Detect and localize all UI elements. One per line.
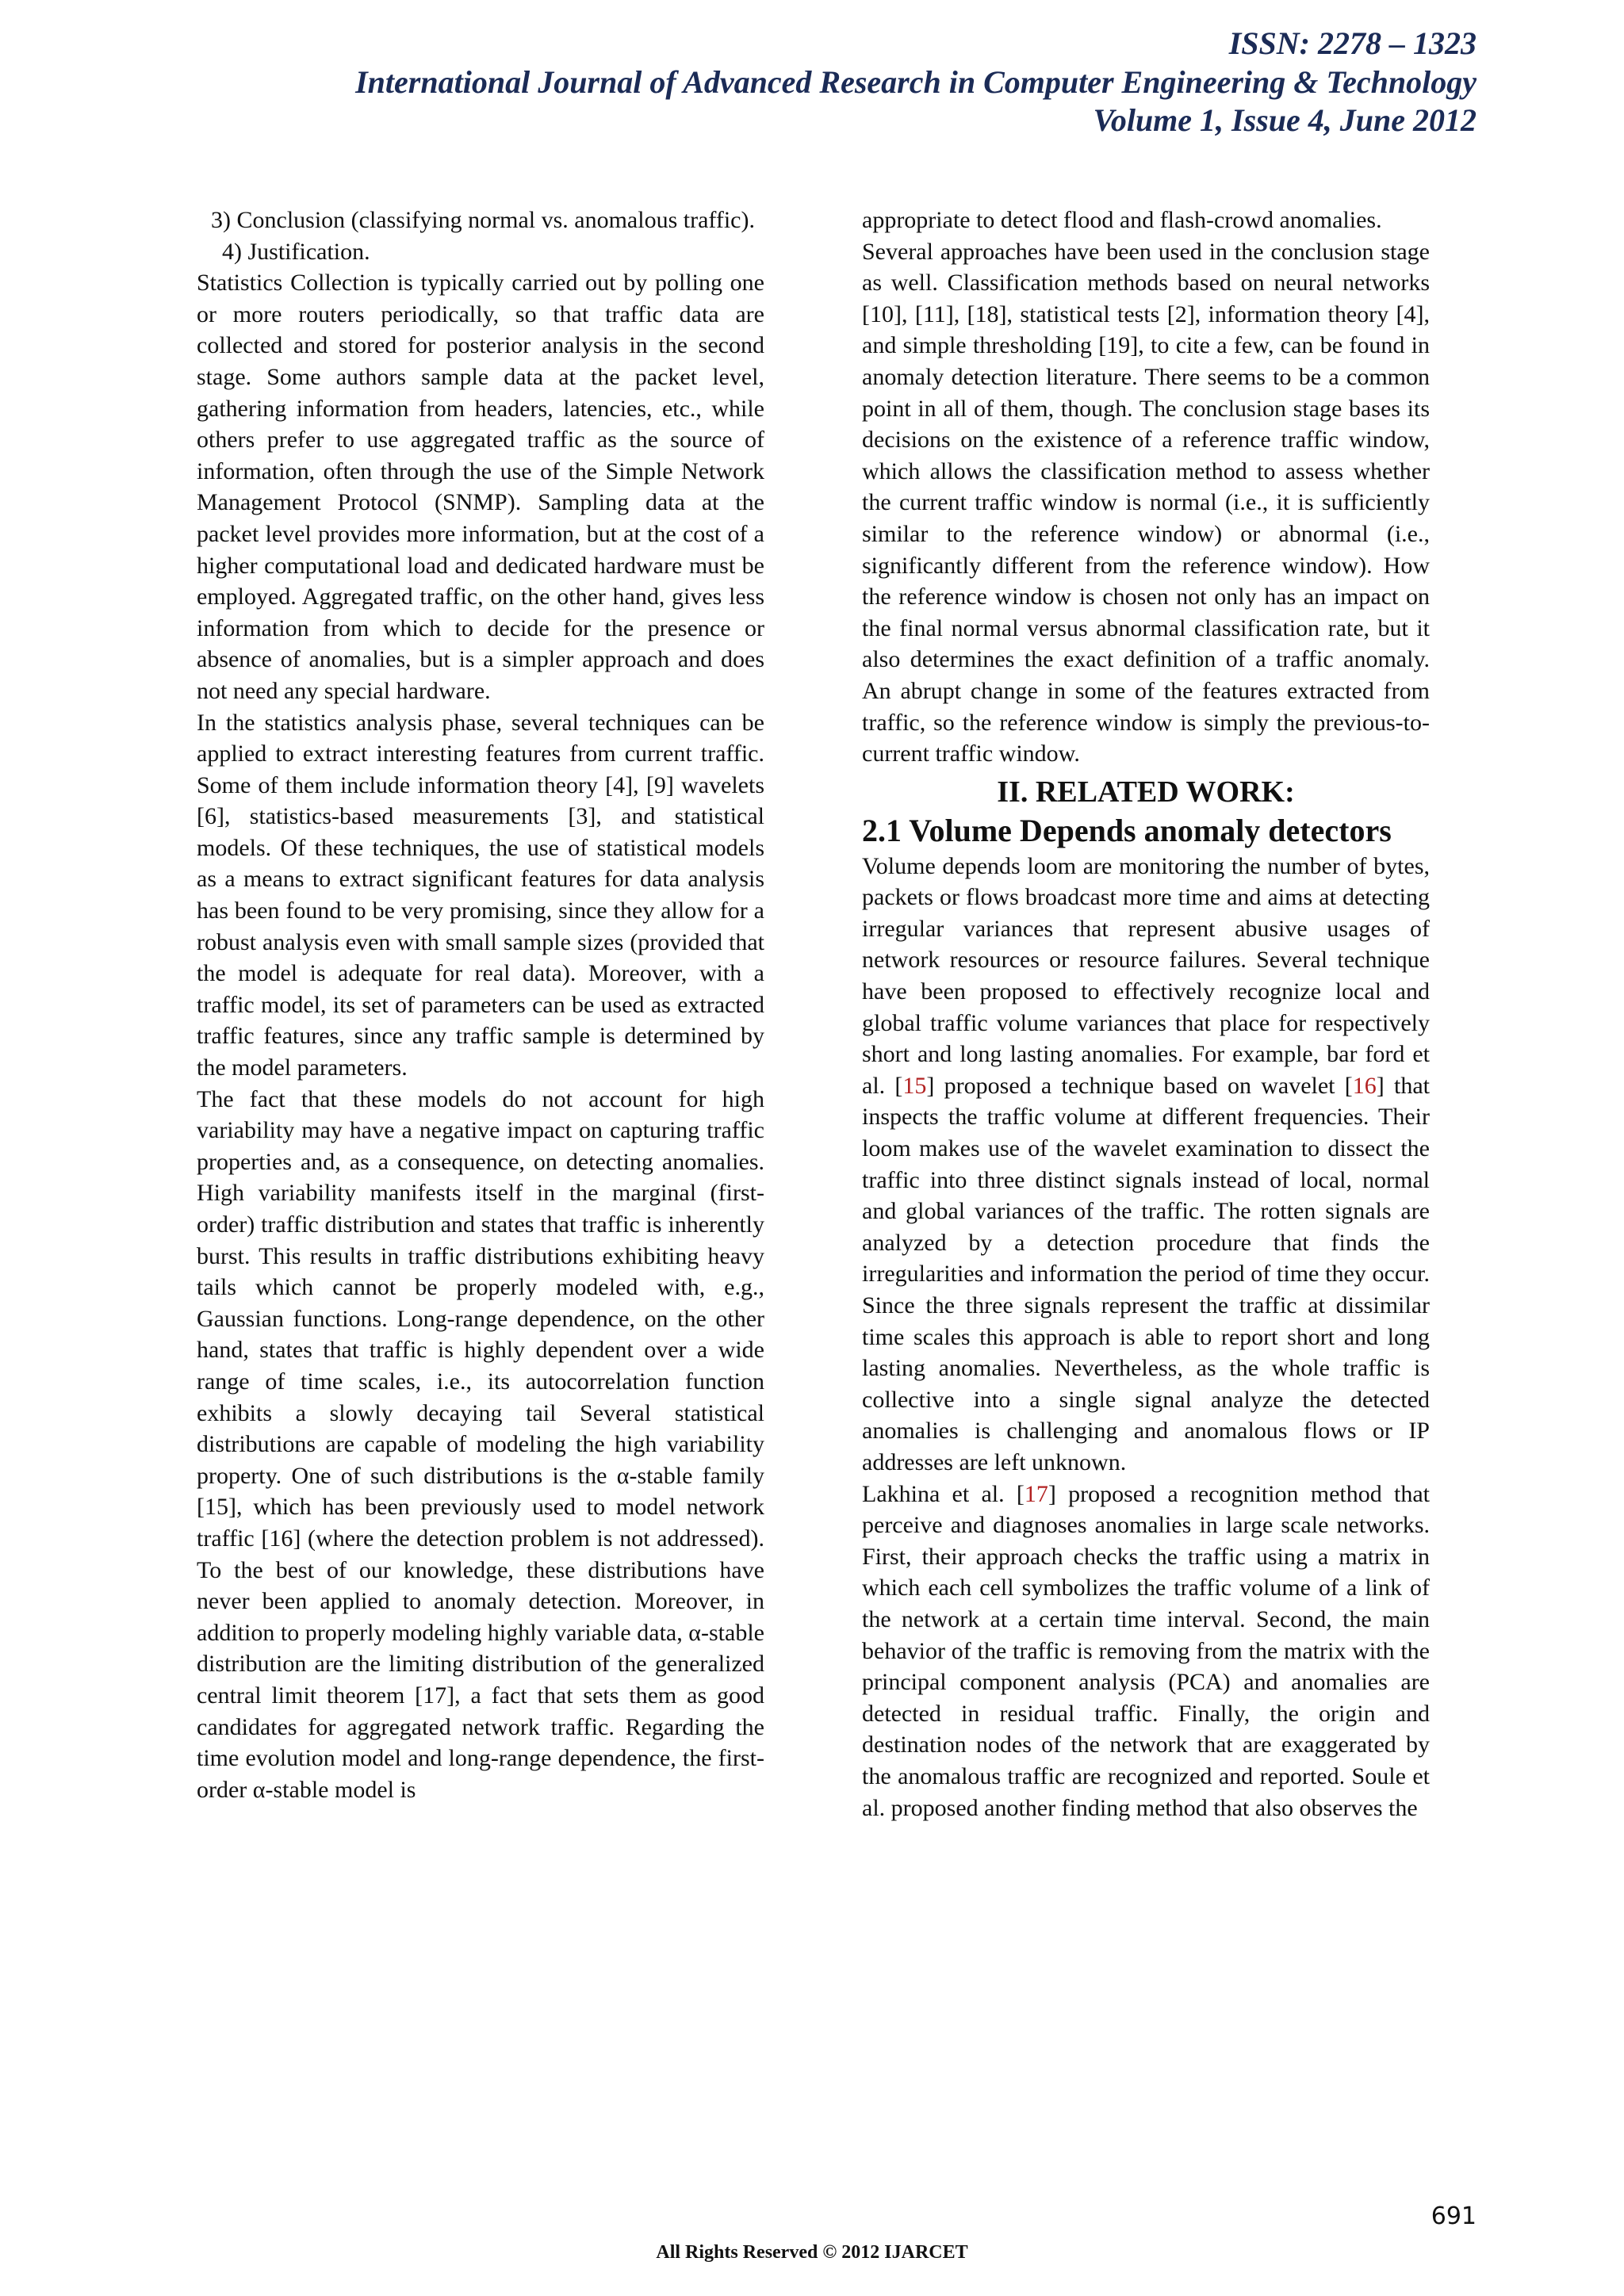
paragraph-volume-detectors (862, 851, 1430, 1479)
right-column (862, 205, 1430, 1823)
paragraph-statistics-analysis: In the statistics analysis phase, several techniques can be applied to extract interesting features from current traffic. Some of them include information theory [4], [9] wavelets [6], statistics-based measurements [3], and statistical models. Of these techniques, the use of statistical models as a means to extract significant features for data analysis has been found to be very promising, since they allow for a robust analysis even with small sample sizes (provided that the model is adequate for real data). Moreover, with a traffic model, its set of parameters can be used as extracted traffic features, since any traffic sample is determined by the model parameters. (197, 709, 764, 1081)
left-column (197, 205, 764, 1805)
text-span: ] that inspects the traffic volume at different frequencies. Their loom makes use of the wavelet examination to dissect the traffic into three distinct signals instead of local, normal and global variances of the traffic. The rotten signals are analyzed by a detection procedure that finds the irregularities and information the period of time they occur. Since the three signals represent the traffic at dissimilar time scales this approach is able to report short and long lasting anomalies. Nevertheless, as the whole traffic is collective into a single signal analyze the detected anomalies is challenging and anomalous flows or IP addresses are left unknown. (862, 1072, 1430, 1475)
text-span: Volume depends loom are monitoring the number of bytes, packets or flows broadcast more time and aims at detecting irregular variances that represent abusive usages of network resources or resource failures. Several technique have been proposed to effectively recognize local and global traffic volume variances that place for respectively short and long lasting anomalies. For example, bar ford et al. [ (862, 852, 1430, 1099)
text-span: ] proposed a technique based on wavelet [ (926, 1072, 1353, 1099)
subsection-heading: 2.1 Volume Depends anomaly detectors (862, 812, 1392, 848)
text-span: Lakhina et al. [ (862, 1480, 1025, 1507)
paragraph-lakhina (862, 1479, 1430, 1824)
paragraph-statistics-collection: Statistics Collection is typically carried out by polling one or more routers periodically, so that traffic data are collected and stored for posterior analysis in the second stage. Some authors sample data at the packet level, gathering information from headers, latencies, etc., while others prefer to use aggregated traffic as the source of information, often through the use of the Simple Network Management Protocol (SNMP). Sampling data at the packet level provides more information, but at the cost of a higher computational load and dedicated hardware must be employed. Aggregated traffic, on the other hand, gives less information from which to decide for the presence or absence of anomalies, but is a simpler approach and does not need any special hardware. (197, 270, 764, 704)
text-span: ] proposed a recognition method that perceive and diagnoses anomalies in large scale networks. First, their approach checks the traffic using a matrix in which each cell symbolizes the traffic volume of a link of the network at a certain time interval. Second, the main behavior of the traffic is removing from the matrix with the principal component analysis (PCA) and anomalies are detected in residual traffic. Finally, the origin and destination nodes of the network that are exaggerated by the anomalous traffic are recognized and reported. Soule et al. proposed another finding method that also observes the (862, 1480, 1430, 1821)
citation-link[interactable]: 15 (902, 1072, 927, 1099)
issn-line: ISSN: 2278 – 1323 (1228, 25, 1477, 61)
citation-link[interactable]: 17 (1024, 1480, 1048, 1507)
copyright-footer: All Rights Reserved © 2012 IJARCET (656, 2242, 968, 2263)
paragraph-conclusion-stage: Several approaches have been used in the conclusion stage as well. Classification methods based on neural networks [10], [11], [18], statistical tests [2], information theory [4], and simple thresholding [19], to cite a few, can be found in anomaly detection literature. There seems to be a common point in all of them, though. The conclusion stage bases its decisions on the existence of a reference traffic window, which allows the classification method to assess whether the current traffic window is normal (i.e., it is sufficiently similar to the reference window) or abnormal (i.e., significantly different from the reference window). How the reference window is chosen not only has an impact on the final normal versus abnormal classification rate, but it also determines the exact definition of a traffic anomaly. An abrupt change in some of the features extracted from traffic, so the reference window is simply the previous-to-current traffic window. (862, 238, 1430, 767)
paragraph-continued: appropriate to detect flood and flash-crowd anomalies. (862, 207, 1382, 233)
list-item-justification: 4) Justification. (222, 238, 370, 265)
paragraph-high-variability: The fact that these models do not account for high variability may have a negative impact on capturing traffic properties and, as a consequence, on detecting anomalies. High variability manifests itself in the marginal (first-order) traffic distribution and states that traffic is inherently burst. This results in traffic distributions exhibiting heavy tails which cannot be properly modeled with, e.g., Gaussian functions. Long-range dependence, on the other hand, states that traffic is highly dependent over a wide range of time scales, i.e., its autocorrelation function exhibits a slowly decaying tail Several statistical distributions are capable of modeling the high variability property. One of such distributions is the α-stable family [15], which has been previously used to model network traffic [16] (where the detection problem is not addressed). To the best of our knowledge, these distributions have never been applied to anomaly detection. Moreover, in addition to properly modeling highly variable data, α-stable distribution are the limiting distribution of the generalized central limit theorem [17], a fact that sets them as good candidates for aggregated network traffic. Regarding the time evolution model and long-range dependence, the first-order α-stable model is (197, 1085, 764, 1803)
section-heading: II. RELATED WORK: (997, 775, 1295, 809)
page-number: 691 (1431, 2202, 1477, 2230)
volume-issue: Volume 1, Issue 4, June 2012 (1093, 102, 1477, 138)
journal-header (355, 24, 1477, 140)
list-item-conclusion: 3) Conclusion (classifying normal vs. anomalous traffic). (211, 207, 755, 233)
citation-link[interactable]: 16 (1352, 1072, 1377, 1099)
journal-title: International Journal of Advanced Research in Computer Engineering & Technology (355, 64, 1477, 100)
